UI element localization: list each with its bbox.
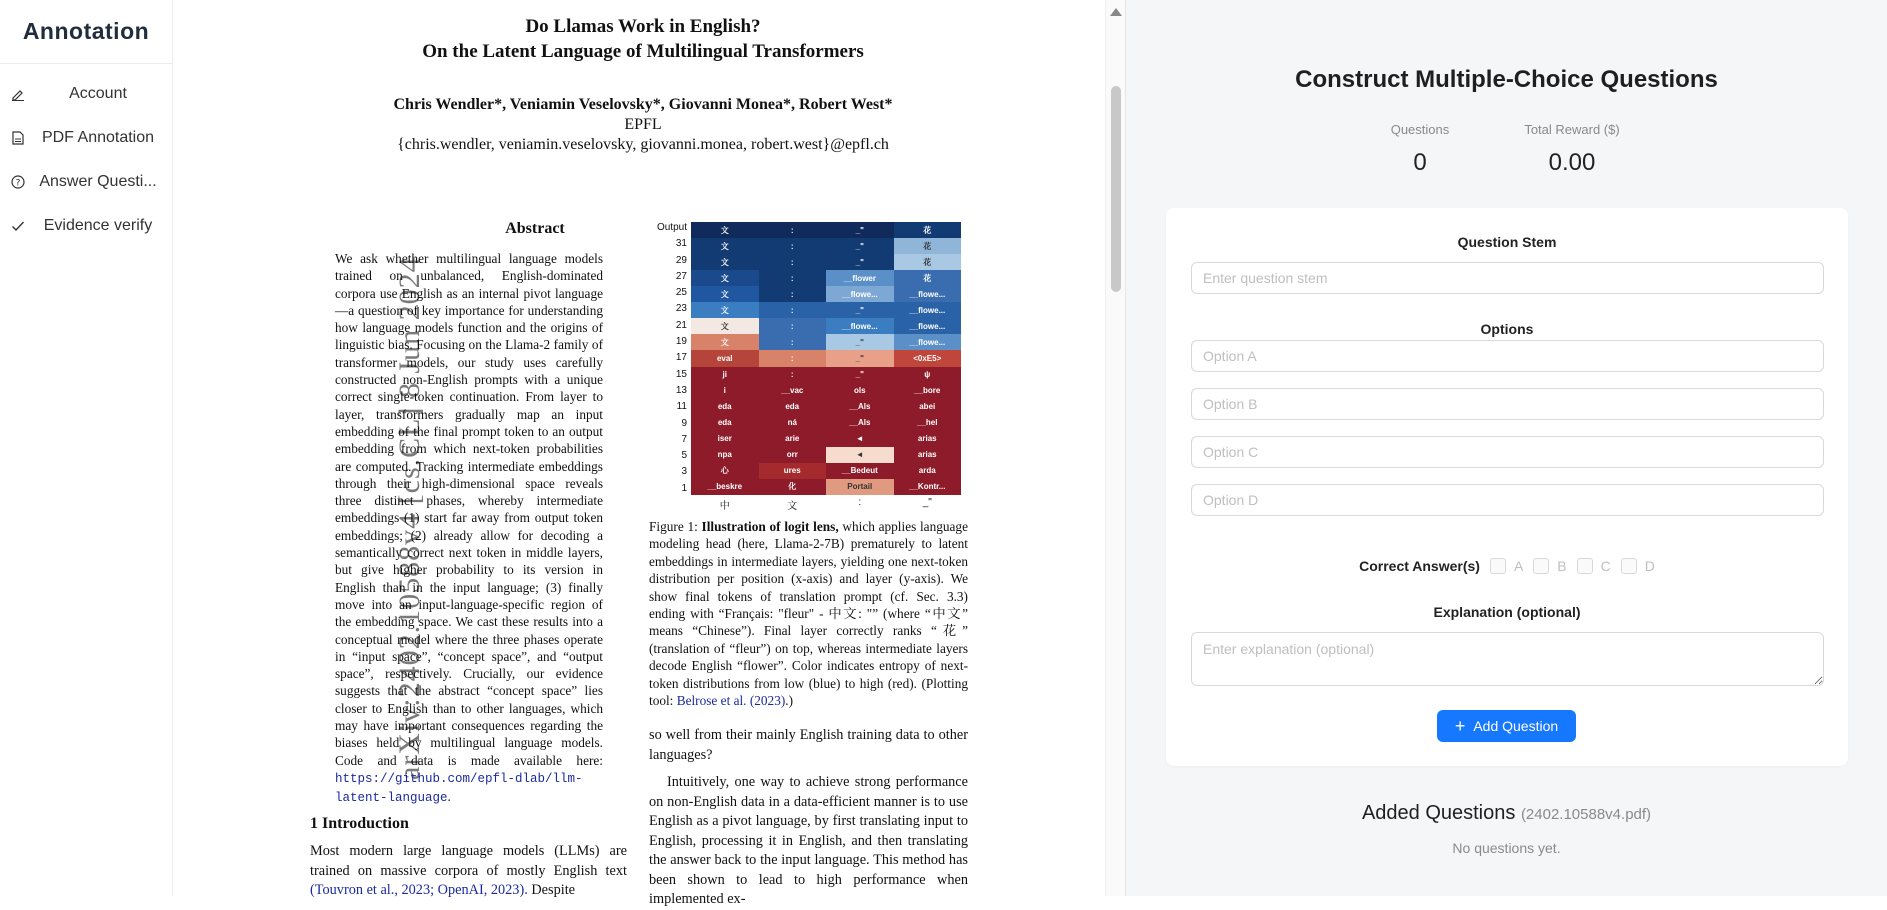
abstract-body-text: We ask whether multilingual language models trained on unbalanced, English-dominated corpora use English as an internal pivot language—a question of key importance for understanding how language models function and the origins of linguistic bias. Focusing on the Llama-2 family of transformer models, our study uses carefully constructed non-English prompts with a unique correct single-token continuation. From layer to layer, transformers gradually map an input embedding of the final prompt token to an output embedding from which next-token probabilities are computed. Tracking intermediate embeddings through their high-dimensional space reveals three distinct phases, whereby intermediate embeddings (1) start far away from output token embeddings; (2) already allow for decoding a semantically correct next token in middle layers, but give higher probability to its version in English than in the input language; (3) finally move into an input-language-specific region of the embedding space. We cast these results into a conceptual model where the three phases operate in “input space”, “concept space”, and “output space”, respectively. Crucially, our evidence suggests that the abstract “concept space” lies closer to English than to other languages, which may have important consequences regarding the biases held by multilingual language models. Code and data is made available here: [335,251,603,768]
figure-cell: 文 [691,286,759,302]
explanation-textarea[interactable] [1191,632,1824,686]
sidebar-item-label: Account [69,85,127,102]
figure-cell: __flowe... [826,286,894,302]
pdf-scrollbar[interactable] [1105,0,1125,896]
figure-cell: : [759,350,827,366]
figure-y-label: 19 [675,336,687,348]
figure-cell: __Als [826,399,894,415]
figure-cell: ols [826,383,894,399]
sidebar [0,0,173,896]
figure-cell: 文 [691,302,759,318]
paper-authors [373,95,913,155]
paragraph: so well from their mainly English training data to other languages? [649,727,968,763]
figure-cell: ures [759,463,827,479]
paper-title [413,14,873,64]
caption-end: .) [785,693,794,709]
figure-cell: __flowe... [894,286,962,302]
checkbox-label: C [1600,558,1611,574]
code-link[interactable]: https://github.com/epfl-dlab/llm-latent-language [335,771,583,806]
intro-tail-text: Despite [527,882,576,898]
stat-label: Questions [1390,122,1450,137]
figure-y-label: 9 [681,417,687,429]
question-panel [1126,0,1887,896]
paper-title-line: Do Llamas Work in English? [525,16,761,37]
figure-cell: __bore [894,383,962,399]
answer-checkbox-d[interactable] [1621,558,1655,574]
question-stem-input[interactable] [1191,262,1824,294]
figure-cell: __flowe... [894,302,962,318]
figure-cell: eda [759,399,827,415]
figure-cell: __Als [826,415,894,431]
panel-title: Construct Multiple-Choice Questions [1295,66,1718,93]
add-question-label: Add Question [1473,718,1559,734]
options-label: Options [1480,321,1534,337]
figure-cell: eda [691,415,759,431]
checkbox-box[interactable] [1533,558,1549,574]
figure-cell: 文 [691,334,759,350]
figure-cell: ◄ [826,447,894,463]
figure-x-labels [691,497,961,512]
correct-answers-label: Correct Answer(s) [1359,558,1480,574]
figure-cell: : [759,238,827,254]
stat-value: 0.00 [1548,149,1596,176]
app-brand: Annotation [0,0,172,64]
added-questions-file: (2402.10588v4.pdf) [1520,806,1652,823]
figure-x-label: 文 [787,501,798,512]
pencil-icon [10,86,26,102]
figure-cell: 花 [894,238,962,254]
intro-citation[interactable]: (Touvron et al., 2023; OpenAI, 2023). [310,882,528,898]
figure-y-label: Output [656,222,687,233]
figure-cell: __Kontr... [894,479,962,495]
checkbox-label: D [1644,558,1655,574]
figure-y-label: 15 [675,368,687,380]
figure-cell: __flowe... [826,318,894,334]
answer-checkbox-b[interactable] [1533,558,1566,574]
figure-y-label: 25 [675,287,687,299]
figure-cell: 花 [894,222,962,238]
author-names: Chris Wendler*, Veniamin Veselovsky*, Giovanni Monea*, Robert West* [393,96,893,113]
right-column-text [649,726,968,910]
figure-y-label: 29 [675,254,687,266]
figure-cell: : [759,334,827,350]
figure-cell: __flowe... [894,334,962,350]
figure-cell: 花 [894,254,962,270]
figure-cell: _" [826,222,894,238]
figure-cell: __Bedeut [826,463,894,479]
figure-cell: ψ [894,367,962,383]
question-form-card [1166,208,1848,766]
figure-cell: eda [691,399,759,415]
figure-caption [649,518,968,709]
figure-cell: arie [759,431,827,447]
figure-y-label: 11 [676,401,687,413]
svg-text:?: ? [15,178,21,189]
figure-cell: abei [894,399,962,415]
sidebar-item-pdf-annotation[interactable] [0,116,172,160]
figure-cell: _" [826,302,894,318]
sidebar-item-label: Answer Questi... [39,173,157,190]
add-question-button[interactable] [1437,710,1576,742]
figure-cell: __beskre [691,479,759,495]
figure-cell: orr [759,447,827,463]
intro-body-text: Most modern large language models (LLMs) are trained on massive corpora of mostly English text [310,843,627,879]
sidebar-item-account[interactable] [0,72,172,116]
figure-x-label: 中 [719,501,730,512]
figure-cell: : [759,254,827,270]
logit-lens-figure [643,220,946,512]
figure-y-label: 23 [675,303,687,315]
stat-value: 0 [1413,149,1427,176]
figure-cell: arias [894,447,962,463]
figure-cell: __flower [826,270,894,286]
figure-cell: : [759,270,827,286]
sidebar-item-label: Evidence verify [43,217,153,234]
figure-cell: 花 [894,270,962,286]
explanation-label: Explanation (optional) [1433,604,1581,620]
figure-cell: ◄ [826,431,894,447]
added-questions-title: Added Questions [1361,802,1516,824]
plus-icon: + [1454,716,1466,736]
figure-cell: 化 [759,479,827,495]
figure-cell: ná [759,415,827,431]
file-icon [10,130,26,146]
stat-label: Total Reward ($) [1524,122,1620,137]
figure-cell: : [759,302,827,318]
figure-cell: 文 [691,238,759,254]
checkbox-box[interactable] [1621,558,1637,574]
paragraph: Intuitively, one way to achieve strong performance on non-English data in a data-efficient manner is to use English as a pivot language, by first translating input to English, processing it in English, and then translating the answer back to the input language. This method has been shown to lead to high performance when implemented ex- [649,774,968,907]
figure-x-label: _" [922,497,932,508]
figure-y-label: 21 [675,319,687,331]
figure-y-label: 3 [681,466,687,478]
figure-cell: ji [691,367,759,383]
option-c-input[interactable] [1191,436,1824,468]
figure-cell: i [691,383,759,399]
figure-cell: iser [691,431,759,447]
abstract-text: We ask whether multilingual language models trained on unbalanced, English-dominated corpora use English as an internal pivot language—a question of key importance for understanding how language models function and the origins of linguistic bias. Focusing on the Llama-2 family of transformer models, our study uses carefully constructed non-English prompts with a unique correct single-token continuation. From layer to layer, transformers gradually map an input embedding of the final prompt token to an output embedding from which next-token probabilities are computed. Tracking intermediate embeddings through their high-dimensional space reveals three distinct phases, whereby intermediate embeddings (1) start far away from output token embeddings; (2) already allow for decoding a semantically correct next token in middle layers, but give higher probability to its version in English than in the input language; (3) finally move into an input-language-specific region of the embedding space. We cast these results into a conceptual model where the three phases operate in “input space”, “concept space”, and “output space”, respectively. Crucially, our evidence suggests that the abstract “concept space” lies closer to English than to other languages, which may have important consequences regarding the biases held by multilingual language models. Code and data is made available here: https://github.com/epfl-dlab/llm-latent-language. [335,251,603,806]
sidebar-nav [0,64,172,248]
figure-cell: __hel [894,415,962,431]
abstract-heading: Abstract [505,220,565,237]
author-affiliation: EPFL [624,116,662,133]
figure-cell: <0xE5> [894,350,962,366]
checkbox-label: A [1513,558,1524,574]
author-emails: {chris.wendler, veniamin.veselovsky, giovanni.monea, robert.west}@epfl.ch [397,136,889,153]
option-b-input[interactable] [1191,388,1824,420]
check-icon [10,218,26,234]
sidebar-item-answer-questions[interactable] [0,160,172,204]
figure-y-label: 7 [681,433,687,445]
figure-cell: _" [826,254,894,270]
figure-y-labels [643,220,687,497]
figure-cell: : [759,286,827,302]
pdf-viewer[interactable] [173,0,1114,907]
checkbox-box[interactable] [1577,558,1593,574]
figure-cell: _" [826,238,894,254]
figure-y-label: 5 [681,450,687,462]
figure-cell: 文 [691,270,759,286]
empty-questions-message: No questions yet. [1452,840,1561,856]
figure-cell: : [759,318,827,334]
stat-total-reward [1512,122,1632,177]
figure-cell: : [759,367,827,383]
question-stem-label: Question Stem [1457,234,1557,250]
figure-cell: __vac [759,383,827,399]
sidebar-item-label: PDF Annotation [41,129,155,146]
added-questions-heading [1126,802,1887,825]
stat-questions [1372,122,1468,177]
option-d-input[interactable] [1191,484,1824,516]
question-circle-icon [10,174,26,190]
sidebar-item-evidence-verify[interactable] [0,204,172,248]
answer-checkbox-a[interactable] [1490,558,1523,574]
figure-cell: eval [691,350,759,366]
figure-cell: _" [826,350,894,366]
scroll-up-arrow-icon[interactable] [1110,8,1122,16]
figure-cell: Portail [826,479,894,495]
figure-cell: _" [826,334,894,350]
figure-cell: arias [894,431,962,447]
figure-cell: arda [894,463,962,479]
figure-cell: _" [826,367,894,383]
caption-prefix: Figure 1: [649,519,702,534]
intro-heading: 1 Introduction [310,815,409,832]
paper-title-line: On the Latent Language of Multilingual Transformers [422,41,864,62]
figure-cell: 文 [691,254,759,270]
caption-citation[interactable]: Belrose et al. (2023) [676,693,786,709]
figure-x-label: : [858,497,862,508]
figure-cell: 心 [691,463,759,479]
figure-y-label: 13 [675,384,687,396]
caption-bold: Illustration of logit lens, [701,519,839,534]
figure-y-label: 27 [675,270,687,282]
figure-cell: 文 [691,222,759,238]
checkbox-box[interactable] [1490,558,1506,574]
figure-y-label: 31 [675,238,687,250]
caption-text: which applies language modeling head (here, Llama-2-7B) prematurely to latent embeddings in intermediate layers, yielding one next-token distribution per position (x-axis) and layer (y-axis). We show final tokens of translation prompt (cf. Sec. 3.3) ending with “Français: "fleur" - 中文: "” (where “中文” means “Chinese”). Final layer correctly ranks “花” (translation of “fleur”) on top, whereas intermediate layers decode English “flower”. Color indicates entropy of next-token distributions from low (blue) to high (red). (Plotting tool: [649,519,968,709]
figure-heatmap [691,222,961,495]
arxiv-stamp: arXiv:2402.10588v4 [cs.CL] 8 Jun 2024 [393,256,426,780]
figure-y-label: 1 [681,482,687,494]
checkbox-label: B [1557,558,1567,574]
intro-text [310,842,627,901]
answer-checkbox-c[interactable] [1577,558,1611,574]
scroll-thumb[interactable] [1111,86,1121,292]
figure-cell: __flowe... [894,318,962,334]
figure-cell: npa [691,447,759,463]
figure-cell: 文 [691,318,759,334]
correct-answers-row [1166,558,1848,574]
option-a-input[interactable] [1191,340,1824,372]
figure-cell: : [759,222,827,238]
figure-y-label: 17 [675,352,687,364]
